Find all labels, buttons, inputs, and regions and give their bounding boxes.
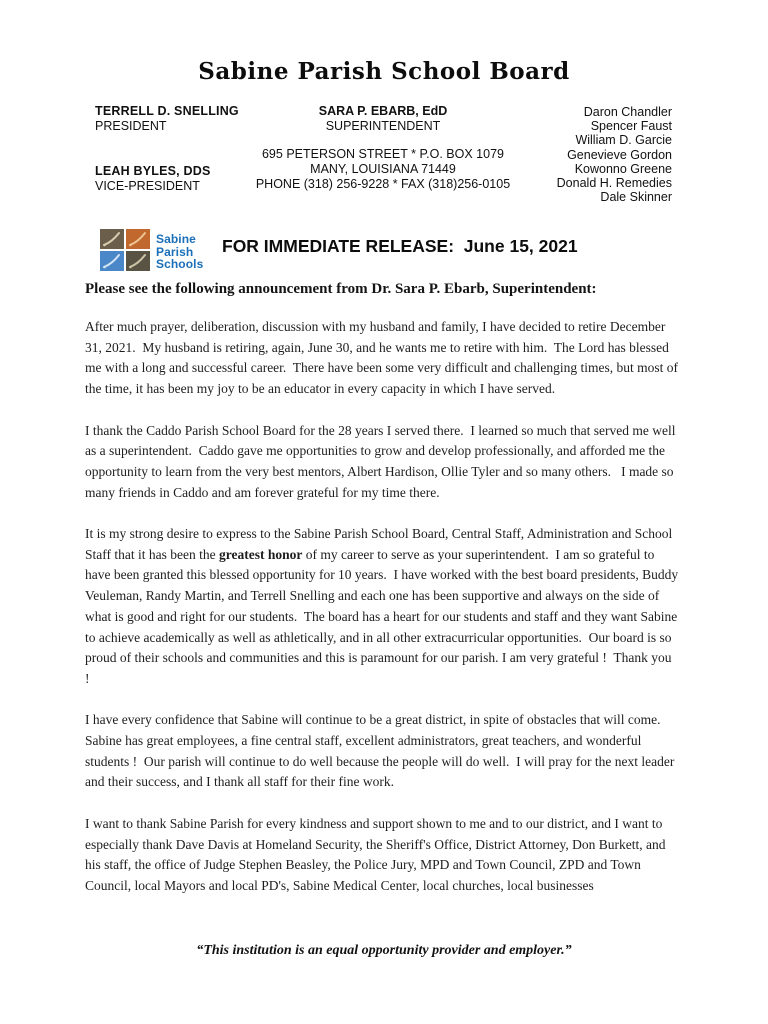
paragraph [85, 524, 682, 690]
body-paragraphs [85, 317, 682, 917]
board-member: Genevieve Gordon [567, 147, 672, 162]
officer-block [95, 104, 239, 134]
district-logo [100, 229, 203, 271]
logo-square-icon [100, 229, 124, 249]
paragraph-segment: of my career to serve as your superintendent. I am so grateful to have been granted this blessed opportunity for 10 years. I have worked with the best board presidents, Buddy Veuleman, Randy Martin, and Terrell Snelling and each one has been supportive and always on the side of what is good and right for our students. The board has a heart for our students and staff and they want Sabine to achieve academically as well as athletically, and in all other extracurricular opportunities. Our board is so proud of their schools and communities and this is paramount for our parish. I am very grateful ! Thank you ! [85, 546, 682, 686]
page-title: Sabine Parish School Board [198, 58, 570, 85]
superintendent-name: SARA P. EBARB, EdD [318, 104, 448, 118]
address-line: MANY, LOUISIANA 71449 [310, 162, 456, 176]
board-member: Donald H. Remedies [556, 176, 672, 191]
paragraph [85, 421, 679, 504]
logo-square-icon [126, 229, 150, 249]
board-member: Dale Skinner [600, 190, 672, 205]
logo-text-line: Sabine [156, 232, 196, 246]
address-block [233, 147, 533, 192]
board-member: Spencer Faust [590, 119, 672, 134]
paragraph [85, 710, 679, 793]
officer-role: PRESIDENT [95, 119, 167, 133]
board-members-list [557, 105, 672, 204]
officer-name: TERRELL D. SNELLING [95, 104, 239, 118]
board-member: Kowonno Greene [574, 161, 672, 176]
superintendent-block [233, 104, 533, 192]
officer-block [95, 164, 239, 194]
officers-block [95, 104, 239, 194]
paragraph [85, 317, 682, 400]
paragraph-segment: I want to thank Sabine Parish for every kindness and support shown to me and to our district, and I want to especially thank Dave Davis at Homeland Security, the Sheriff's Office, District Attorney, Don Burkett, and his staff, the office of Judge Stephen Beasley, the Police Jury, MPD and Town Council, ZPD and Town Council, local Mayors and local PD's, Sabine Medical Center, local churches, local businesses [85, 815, 669, 893]
board-member: Daron Chandler [583, 105, 672, 119]
address-line: PHONE (318) 256-9228 * FAX (318)256-0105 [255, 177, 511, 191]
superintendent-role: SUPERINTENDENT [325, 119, 441, 133]
logo-squares-icon [100, 229, 150, 271]
paragraph-segment: I thank the Caddo Parish School Board for the 28 years I served there. I learned so much that served me well as a superintendent. Caddo gave me opportunities to grow and develop professionally, and afforded me the opportunity to learn from the very best mentors, Albert Hardison, Ollie Tyler and so many others. I made so many friends in Caddo and am forever grateful for my time there. [85, 422, 679, 500]
paragraph [85, 814, 679, 897]
paragraph-segment: It is my strong desire to express to the Sabine Parish School Board, Central Staff, Administration and School Staff that it has been the [85, 526, 676, 562]
logo-square-icon [100, 251, 124, 271]
paragraph-segment: I have every confidence that Sabine will continue to be a great district, in spite of obstacles that will come. Sabine has great employees, a fine central staff, excellent administrators, great teachers, and wonderful students ! Our parish will continue to do well because the people will do well. I will pray for the next leader and their success, and I thank all staff for their fine work. [85, 712, 678, 790]
release-line: FOR IMMEDIATE RELEASE: June 15, 2021 [222, 236, 578, 256]
announcement-heading: Please see the following announcement from Dr. Sara P. Ebarb, Superintendent: [85, 281, 597, 297]
officer-name: LEAH BYLES, DDS [95, 164, 211, 178]
address-line: 695 PETERSON STREET * P.O. BOX 1079 [261, 147, 504, 161]
footer-disclaimer: “This institution is an equal opportunity provider and employer.” [196, 943, 572, 958]
officer-role: VICE-PRESIDENT [95, 179, 200, 193]
paragraph-segment: After much prayer, deliberation, discussion with my husband and family, I have decided to retire December 31, 2021. My husband is retiring, again, June 30, and he wants me to retire with him. The Lord has blessed me with a long and successful career. There have been some very difficult and challenging times, but most of the time, it has been my joy to be an educator in every capacity in which I have served. [85, 319, 682, 397]
logo-square-icon [126, 251, 150, 271]
board-member: William D. Garcie [575, 133, 672, 148]
logo-text-line: Schools [156, 257, 204, 271]
paragraph-bold-segment: greatest honor [218, 546, 303, 562]
logo-text-line: Parish [156, 244, 194, 259]
logo-text [156, 229, 203, 271]
